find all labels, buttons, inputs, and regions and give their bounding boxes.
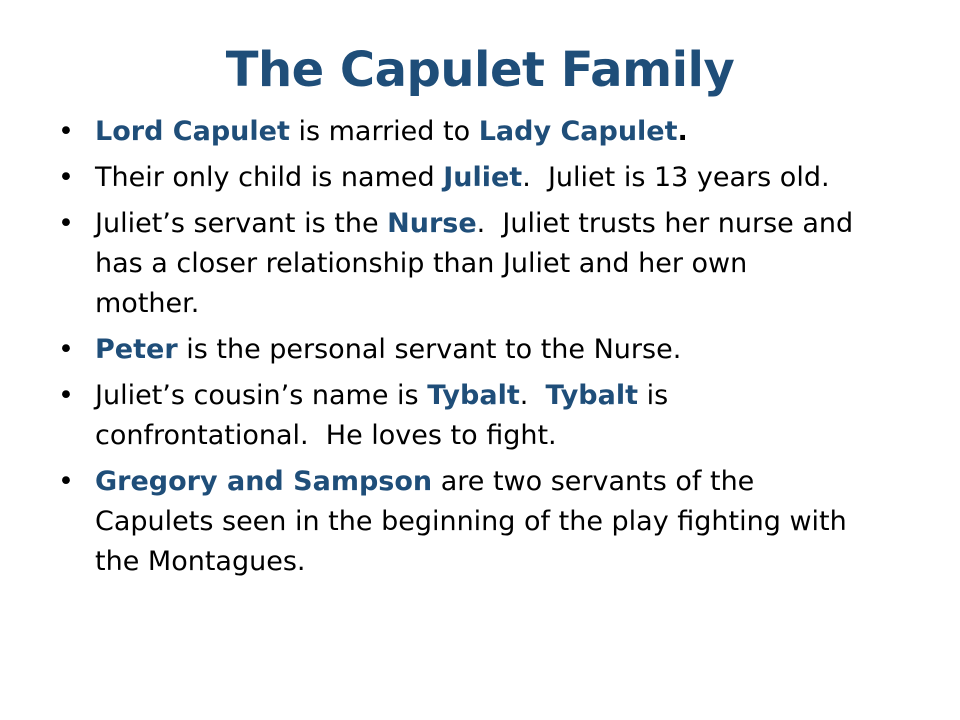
highlighted-name: Nurse (387, 208, 477, 239)
bullet-icon: • (58, 208, 74, 239)
bullet-item (58, 462, 858, 582)
highlighted-name: Tybalt (545, 380, 639, 411)
bullet-icon: • (58, 466, 74, 497)
bullet-text (95, 162, 830, 193)
highlighted-name: Lady Capulet (478, 116, 678, 147)
bullet-item (58, 330, 858, 370)
text-segment: is married to (289, 116, 479, 147)
bullet-list (58, 112, 862, 588)
bullet-text (95, 208, 862, 319)
bullet-item (58, 158, 858, 198)
text-segment: is the personal servant to the Nurse. (177, 334, 682, 365)
bullet-item (58, 204, 862, 324)
bullet-item (58, 376, 858, 456)
bullet-text (95, 466, 847, 577)
text-segment: is confrontational. He loves to fight. (95, 380, 677, 451)
text-segment: Juliet’s servant is the (95, 208, 388, 239)
text-segment: . (677, 116, 688, 147)
highlighted-name: Peter (95, 334, 178, 365)
text-segment: . (519, 380, 546, 411)
bullet-text (95, 334, 681, 365)
text-segment: . Juliet trusts her nurse and has a closer relationship than Juliet and her own mother. (95, 208, 862, 319)
highlighted-name: Juliet (443, 162, 523, 193)
bullet-icon: • (58, 162, 74, 193)
text-segment: are two servants of the Capulets seen in the beginning of the play fighting with the Montagues. (95, 466, 847, 577)
bullet-icon: • (58, 380, 74, 411)
highlighted-name: Tybalt (427, 380, 520, 411)
bullet-icon: • (58, 116, 74, 147)
highlighted-name: Lord Capulet (95, 116, 290, 147)
bullet-item (58, 112, 858, 152)
text-segment: Their only child is named (95, 162, 444, 193)
text-segment: . Juliet is 13 years old. (522, 162, 830, 193)
slide-title: The Capulet Family (225, 42, 735, 98)
bullet-text (95, 380, 677, 451)
bullet-text (95, 116, 688, 147)
bullet-icon: • (58, 334, 74, 365)
text-segment: Juliet’s cousin’s name is (95, 380, 428, 411)
highlighted-name: Gregory and Sampson (95, 466, 433, 497)
